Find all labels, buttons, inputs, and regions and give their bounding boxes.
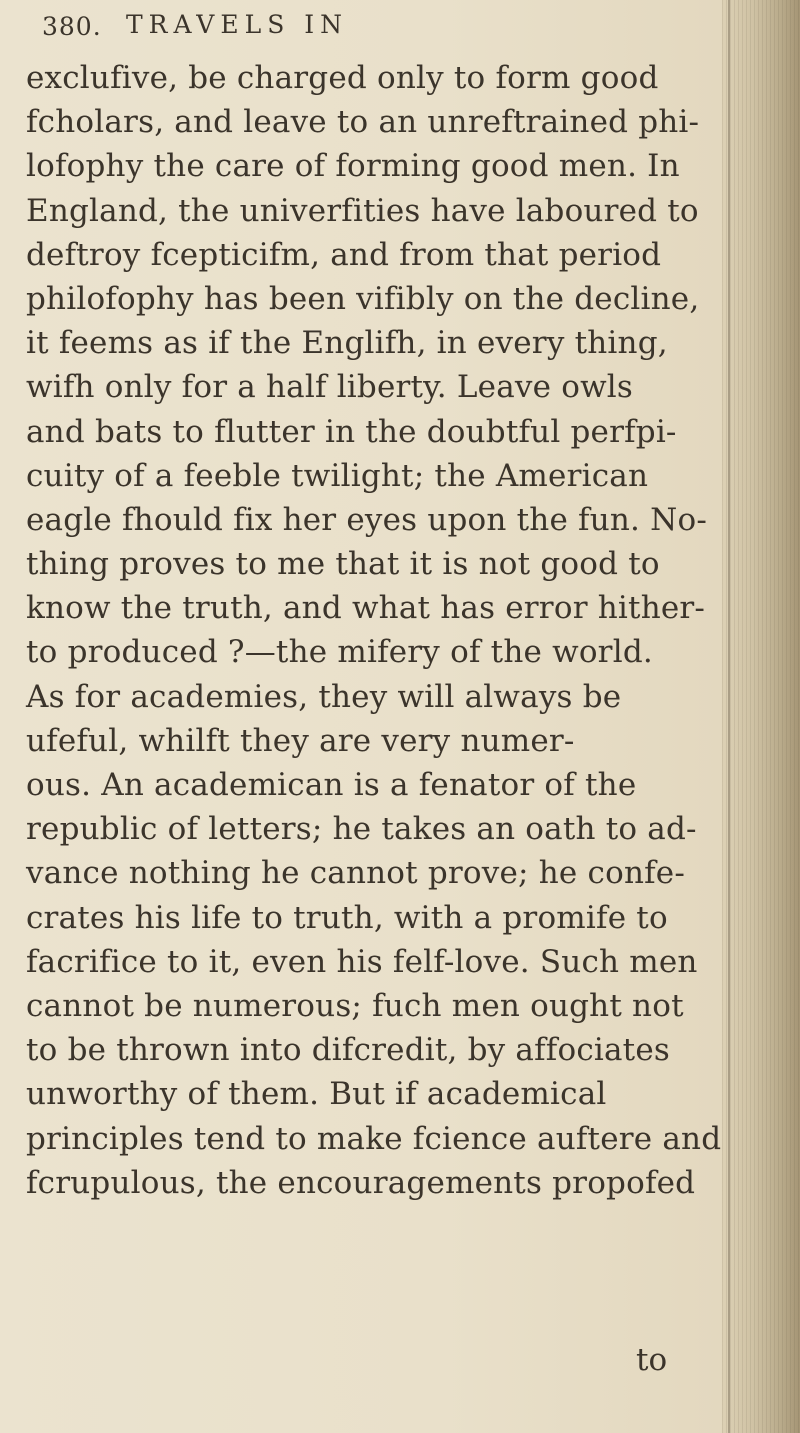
text-line: deftroy fcepticifm, and from that period <box>26 236 662 273</box>
text-line: philofophy has been vifibly on the decline, <box>26 280 700 317</box>
body-text <box>26 56 726 1205</box>
running-head: TRAVELS IN <box>126 10 349 39</box>
text-line: know the truth, and what has error hither- <box>26 590 706 627</box>
text-line: eagle fhould fix her eyes upon the fun. No- <box>26 501 708 538</box>
text-line: republic of letters; he takes an oath to ad- <box>26 811 697 848</box>
page-number: 380. <box>42 12 102 41</box>
catchword: to <box>636 1342 668 1378</box>
text-line: principles tend to make fcience auftere and <box>26 1120 722 1157</box>
text-line: exclufive, be charged only to form good <box>26 60 659 96</box>
text-line: fcrupulous, the encouragements propofed <box>26 1164 696 1201</box>
text-line: to be thrown into difcredit, by affociates <box>26 1032 670 1069</box>
page-header <box>36 2 716 52</box>
text-line: to produced ?—the mifery of the world. <box>26 634 653 671</box>
text-line: wifh only for a half liberty. Leave owls <box>26 369 634 406</box>
text-line: lofophy the care of forming good men. In <box>26 148 680 185</box>
text-line: fcholars, and leave to an unreftrained phi- <box>26 104 700 141</box>
text-line: vance nothing he cannot prove; he confe- <box>26 855 685 892</box>
text-line: facrifice to it, even his felf-love. Such men <box>26 943 698 980</box>
text-line: crates his life to truth, with a promife to <box>26 899 668 936</box>
text-line: thing proves to me that it is not good to <box>26 546 660 583</box>
text-line: ufeful, whilft they are very numer- <box>26 722 575 759</box>
text-line: it feems as if the Englifh, in every thing, <box>26 325 668 362</box>
text-line: and bats to flutter in the doubtful perfpi- <box>26 413 677 450</box>
text-line: unworthy of them. But if academical <box>26 1076 607 1113</box>
text-line: cuity of a feeble twilight; the American <box>26 457 649 494</box>
text-line: As for academies, they will always be <box>26 678 622 715</box>
text-line: cannot be numerous; fuch men ought not <box>26 987 684 1024</box>
text-line: ous. An academican is a fenator of the <box>26 767 637 803</box>
page-edge-shadow <box>722 0 800 1433</box>
text-line: England, the univerfities have laboured to <box>26 192 699 229</box>
